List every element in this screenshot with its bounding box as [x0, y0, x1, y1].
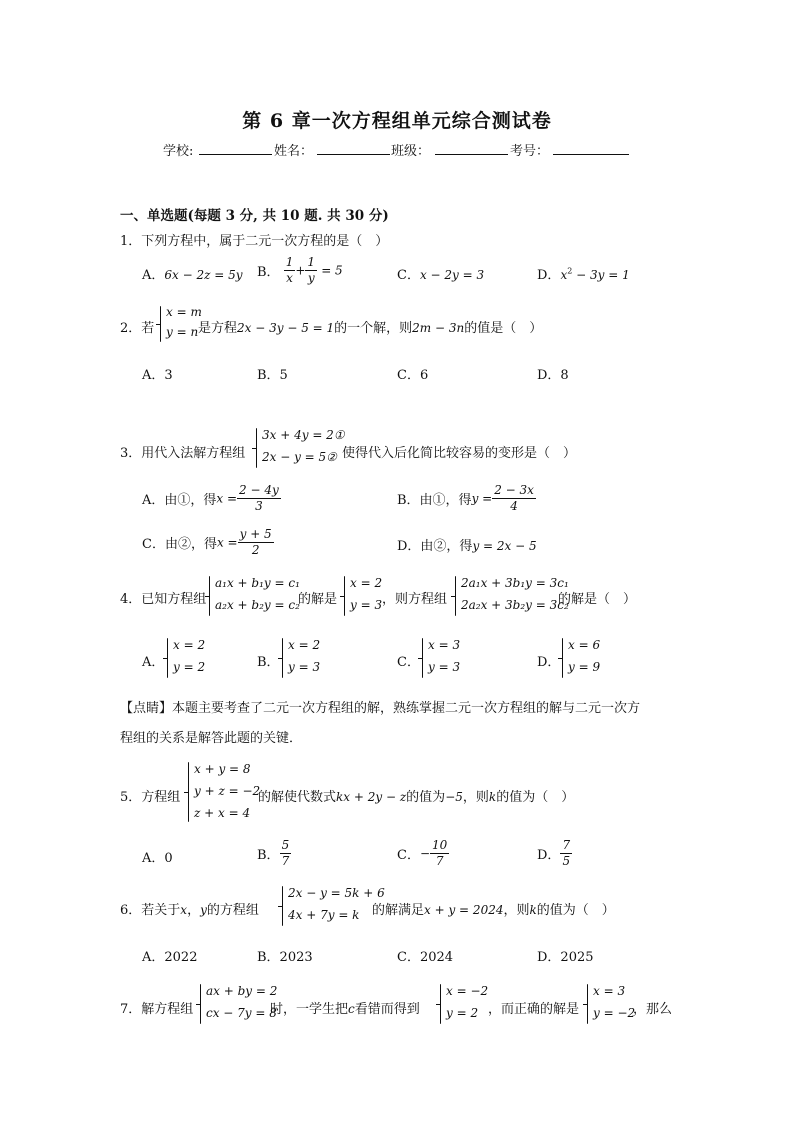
system-line: x = 2 [350, 576, 383, 590]
system-line: x = −2 [446, 984, 489, 998]
q4-mid2: ，则方程组 [382, 592, 448, 607]
q1-option-a[interactable] [142, 264, 243, 283]
brace [200, 984, 201, 1024]
text: ，则 [462, 790, 489, 805]
q4-prefix: 4．已知方程组 [120, 592, 207, 607]
page-title: 第 6 章一次方程组单元综合测试卷 [242, 110, 552, 132]
option-label: C．由②，得 [142, 537, 217, 552]
system-line: ax + by = 2 [206, 984, 278, 998]
brace [209, 576, 210, 616]
q5-option-b[interactable] [257, 838, 291, 869]
expression: 2m − 3n [412, 321, 465, 335]
lhs: x = [216, 491, 238, 506]
denominator: 2 [251, 543, 260, 557]
formula-rest: − 3y = 1 [572, 268, 630, 282]
q6-prefix [120, 899, 259, 918]
q7-suffix: ，那么 [633, 1002, 673, 1017]
system-line: x = 6 [568, 638, 601, 652]
brace [167, 638, 168, 678]
q5-prefix: 5．方程组 [120, 790, 181, 805]
note-line-2: 程组的关系是解答此题的关键． [120, 731, 303, 746]
q2-option-b[interactable]: B．5 [257, 368, 288, 383]
system-line: y = 2 [446, 1006, 479, 1020]
text: 的一个解，则 [334, 321, 413, 336]
section-heading: 一、单选题(每题 3 分, 共 10 题. 共 30 分) [120, 208, 389, 224]
expression: kx + 2y − z [336, 790, 407, 804]
text: 是方程 [198, 321, 238, 336]
formula-base: x [560, 268, 568, 282]
system-line: 2x − y = 5② [262, 450, 337, 464]
text: 的值为（ ） [536, 903, 615, 918]
system-line: y = 9 [568, 660, 601, 674]
option-label: C． [397, 268, 420, 283]
q5-option-c[interactable] [397, 838, 449, 869]
fraction: $\frac{1}{x}$ [285, 255, 294, 285]
equation: 2x − 3y − 5 = 1 [237, 321, 335, 335]
q5-option-a[interactable]: A．0 [142, 851, 173, 866]
lhs: y = [471, 491, 493, 506]
variable: k [529, 903, 537, 917]
q2-stem-part [198, 317, 542, 336]
plus-sign: + [295, 263, 306, 278]
option-label: D． [537, 848, 561, 863]
q5-stem-part [258, 786, 574, 805]
class-field[interactable] [435, 154, 508, 155]
q4-option-d[interactable] [537, 651, 560, 670]
numerator: 2 − 3x [494, 483, 534, 497]
text: 看错而得到 [354, 1002, 420, 1017]
name-field[interactable] [317, 154, 390, 155]
school-field[interactable] [199, 154, 272, 155]
school-label: 学校: [163, 144, 194, 159]
text: ，则 [503, 903, 530, 918]
brace [562, 638, 563, 678]
q6-option-a[interactable]: A．2022 [142, 950, 198, 965]
variable: c [348, 1002, 355, 1016]
q1-option-d[interactable] [537, 264, 630, 283]
q3-prefix: 3．用代入法解方程组 [120, 446, 246, 461]
text: 的值为（ ） [496, 790, 575, 805]
text: 的值为 [406, 790, 446, 805]
text: 的解满足 [372, 903, 425, 918]
option-label: A． [142, 268, 165, 283]
q6-option-d[interactable]: D．2025 [537, 950, 594, 965]
brace [440, 984, 441, 1024]
q6-option-c[interactable]: C．2024 [397, 950, 454, 965]
option-label: D． [537, 655, 561, 670]
q3-option-d[interactable] [397, 535, 537, 554]
q3-option-b[interactable] [397, 483, 536, 514]
option-label: C． [397, 655, 420, 670]
system-line: y = −2 [593, 1006, 636, 1020]
fraction: $\frac{1}{y}$ [307, 255, 316, 285]
option-label: B． [257, 848, 280, 863]
denominator: 4 [510, 499, 518, 513]
q2-option-a[interactable]: A．3 [142, 368, 173, 383]
q4-option-b[interactable] [257, 651, 280, 670]
name-label: 姓名： [274, 144, 314, 159]
q1-option-b[interactable] [257, 255, 343, 286]
system-line: x = 3 [428, 638, 461, 652]
text: 的方程组 [206, 903, 259, 918]
option-label: B． [257, 265, 280, 280]
system-line: a₂x + b₂y = c₂ [215, 598, 300, 612]
system-line: y = n [166, 325, 199, 339]
brace [282, 886, 283, 926]
q5-option-d[interactable] [537, 838, 572, 869]
denominator: 3 [255, 499, 263, 513]
system-line: x = 2 [288, 638, 321, 652]
lhs: x = [216, 535, 238, 550]
exam-no-label: 考号： [510, 144, 550, 159]
system-line: x = 2 [173, 638, 206, 652]
q2-prefix: 2．若 [120, 321, 155, 336]
formula-rhs: = 5 [321, 263, 343, 278]
option-label: D．由②，得 [397, 539, 473, 554]
system-line: 4x + 7y = k [288, 908, 360, 922]
numerator: y + 5 [239, 527, 272, 541]
exam-no-field[interactable] [553, 154, 629, 155]
numerator: 5 [281, 838, 290, 852]
fraction [280, 838, 292, 869]
system-line: y = 3 [428, 660, 461, 674]
variable: x [180, 903, 188, 917]
system-line: cx − 7y = 8 [206, 1006, 277, 1020]
text: 的解使代数式 [258, 790, 337, 805]
denominator: 7 [435, 854, 444, 868]
q7-mid3: ，而正确的解是 [488, 1002, 580, 1017]
condition: x + y = 2024 [424, 903, 504, 917]
system-line: a₁x + b₁y = c₁ [215, 576, 300, 590]
system-line: y = 3 [350, 598, 383, 612]
option-label: A． [142, 655, 165, 670]
denominator: 5 [562, 854, 571, 868]
fraction [492, 483, 536, 514]
brace [256, 428, 257, 468]
formula: 6x − 2z = 5y [164, 268, 243, 282]
system-line: 3x + 4y = 2① [262, 428, 345, 442]
q3-option-a[interactable] [142, 483, 281, 514]
variable: k [488, 790, 497, 804]
system-line: y = 2 [173, 660, 206, 674]
numerator: 10 [432, 838, 448, 852]
value: −5 [445, 790, 463, 804]
q6-option-b[interactable]: B．2023 [257, 950, 313, 965]
option-label: D． [537, 268, 561, 283]
system-line: y + z = −2 [194, 784, 261, 798]
fraction [238, 527, 274, 558]
brace [587, 984, 588, 1024]
text: 时，一学生把 [270, 1002, 349, 1017]
q7-prefix: 7．解方程组 [120, 1002, 194, 1017]
denominator: 7 [281, 854, 290, 868]
option-label: A．由①，得 [142, 493, 217, 508]
system-line: x + y = 8 [194, 762, 251, 776]
system-line: y = 3 [288, 660, 321, 674]
option-label: C． [397, 848, 420, 863]
text: 6．若关于 [120, 903, 181, 918]
q6-stem-part [372, 899, 615, 918]
system-line: x = m [166, 305, 202, 319]
system-line: z + x = 4 [194, 806, 251, 820]
q4-option-c[interactable] [397, 651, 420, 670]
formula: x − 2y = 3 [419, 268, 485, 282]
q2-option-c[interactable]: C．6 [397, 368, 429, 383]
option-label: B． [257, 655, 280, 670]
fraction [560, 838, 572, 869]
q3-suffix: 使得代入后化简比较容易的变形是（ ） [342, 446, 577, 461]
brace [344, 576, 345, 616]
question-1-stem: 1．下列方程中，属于二元一次方程的是（ ） [120, 234, 389, 249]
system-line: x = 3 [593, 984, 626, 998]
fraction [430, 838, 449, 869]
q7-stem-part [270, 998, 420, 1017]
q2-option-d[interactable]: D．8 [537, 368, 569, 383]
brace [188, 762, 189, 822]
fraction [237, 483, 281, 514]
option-label: B．由①，得 [397, 493, 472, 508]
brace [455, 576, 456, 616]
sign: − [419, 846, 431, 861]
equation: y = 2x − 5 [472, 539, 537, 553]
q1-option-c[interactable] [397, 264, 484, 283]
q4-suffix: 的解是（ ） [558, 592, 637, 607]
system-line: 2a₂x + 3b₂y = 3c₂ [461, 598, 569, 612]
text: 的值是（ ） [464, 321, 543, 336]
variable: y [200, 903, 207, 917]
numerator: 7 [562, 838, 571, 852]
numerator: 2 − 4y [239, 483, 279, 497]
class-label: 班级： [391, 144, 431, 159]
q4-option-a[interactable] [142, 651, 164, 670]
q4-mid: 的解是 [298, 592, 338, 607]
text: ， [187, 903, 201, 918]
exponent: 2 [567, 266, 573, 276]
brace [422, 638, 423, 678]
system-line: 2x − y = 5k + 6 [288, 886, 385, 900]
brace [160, 306, 161, 342]
brace [282, 638, 283, 678]
note-line-1: 【点睛】本题主要考查了二元一次方程组的解，熟练掌握二元一次方程组的解与二元一次方 [120, 701, 641, 716]
q3-option-c[interactable] [142, 527, 274, 558]
system-line: 2a₁x + 3b₁y = 3c₁ [461, 576, 569, 590]
